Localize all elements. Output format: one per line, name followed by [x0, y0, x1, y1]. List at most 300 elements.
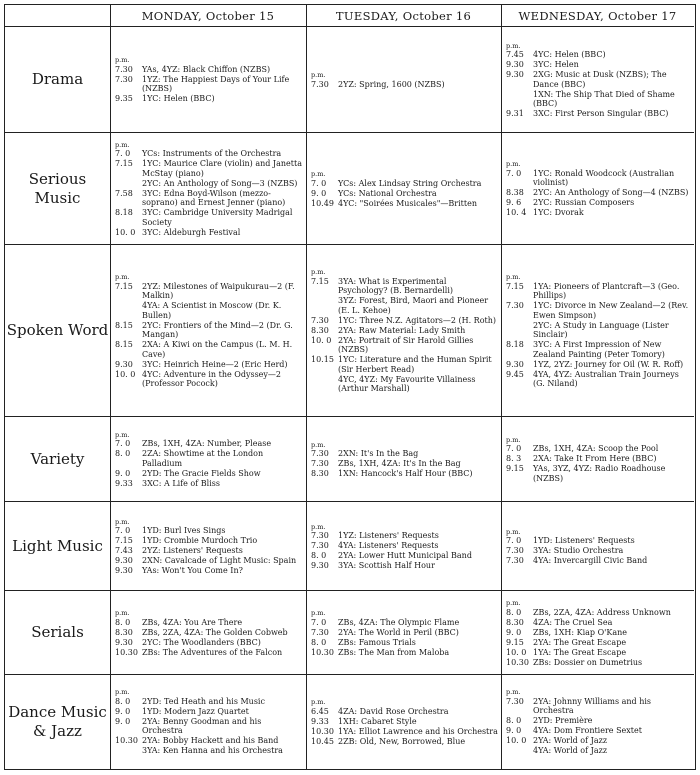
program-text: 2YA: Raw Material: Lady Smith: [338, 325, 466, 335]
program-text: 2YA: Benny Goodman and his Orchestra: [142, 716, 262, 736]
program-text: 1XH: Cabaret Style: [338, 716, 417, 726]
program-text: ZBs, 2ZA, 4ZA: The Golden Cobweb: [142, 627, 288, 637]
program-entry: [506, 618, 691, 628]
program-time: 9.30: [506, 70, 524, 79]
program-entry: [506, 658, 691, 668]
program-text: 2XN: It's In the Bag: [338, 449, 419, 458]
program-time: 7. 0: [311, 617, 327, 627]
program-entry: [115, 75, 303, 94]
pm-label: p.m.: [115, 430, 130, 439]
program-entry: [115, 449, 303, 468]
schedule-cell: [306, 133, 501, 245]
pm-label: p.m.: [311, 440, 326, 449]
program-time: 8. 0: [311, 637, 327, 647]
program-time: 9.15: [506, 464, 524, 474]
program-time: 8. 0: [506, 716, 522, 726]
program-time: 10. 0: [115, 227, 136, 237]
program-text: 2YA: The Great Escape: [533, 637, 627, 647]
pm-label: p.m.: [311, 698, 326, 706]
schedule-cell: [501, 502, 694, 591]
program-entry: [115, 179, 303, 189]
program-time: 9.33: [311, 716, 329, 726]
program-text: 4YC: Adventure in the Odyssey—2 (Professor Pocock): [142, 369, 282, 389]
pm-label: p.m.: [115, 273, 130, 282]
program-entry: [311, 561, 498, 571]
schedule-cell: [306, 27, 501, 133]
program-text: 1YC: Divorce in New Zealand—2 (Rev. Ewen Simpson): [533, 301, 689, 320]
program-entry: [115, 479, 303, 489]
program-text: 1YC: Three N.Z. Agitators—2 (H. Roth): [338, 315, 496, 325]
program-time: 9. 0: [115, 716, 131, 726]
program-entry: [506, 736, 691, 746]
program-entry: [506, 50, 691, 60]
program-time: 7.30: [506, 301, 524, 311]
program-time: 7. 0: [506, 168, 522, 178]
program-time: 7.30: [506, 696, 524, 706]
program-text: 1YC: Ronald Woodcock (Australian violinist): [533, 168, 675, 188]
program-entry: [115, 301, 303, 320]
program-entry: [115, 149, 303, 159]
program-time: 8.30: [115, 627, 133, 637]
program-time: 9.30: [115, 566, 133, 575]
program-text: 1YC: Helen (BBC): [142, 94, 215, 104]
pm-label: p.m.: [506, 688, 521, 697]
program-entry: [506, 360, 691, 370]
program-text: 1YA: Pioneers of Plantcraft—3 (Geo. Phillips): [533, 281, 680, 301]
program-text: 2XA: Take It From Here (BBC): [533, 454, 657, 464]
pm-label: p.m.: [506, 160, 521, 169]
program-time: 10.15: [311, 355, 334, 365]
program-time: 7. 0: [311, 178, 327, 188]
program-text: 1YD: Crombie Murdoch Trio: [142, 536, 258, 545]
program-time: 7.45: [506, 50, 524, 59]
program-text: 1YZ: Listeners' Requests: [338, 531, 439, 540]
program-text: 2YD: The Gracie Fields Show: [142, 468, 261, 478]
program-time: 7.30: [115, 64, 133, 74]
schedule-grid: [4, 4, 696, 770]
program-text: 2YA: Bobby Hackett and his Band: [142, 736, 279, 746]
schedule-cell: [306, 245, 501, 417]
program-entry: [115, 94, 303, 104]
program-text: 3YA: Ken Hanna and his Orchestra: [142, 746, 283, 756]
program-text: 1XN: The Ship That Died of Shame (BBC): [533, 89, 675, 108]
program-text: 3YC: Heinrich Heine—2 (Eric Herd): [142, 359, 288, 369]
program-text: 4ZA: The Cruel Sea: [533, 617, 613, 627]
program-entry: [115, 628, 303, 638]
program-text: 1YA: The Great Escape: [533, 647, 627, 657]
program-text: 2YA: Johnny Williams and his Orchestra: [533, 696, 652, 716]
schedule-cell: [306, 591, 501, 675]
program-time: 9. 0: [115, 706, 131, 716]
program-entry: [506, 697, 691, 716]
program-time: [506, 746, 533, 756]
program-entry: [115, 746, 303, 756]
program-text: 3YA: Studio Orchestra: [533, 546, 624, 555]
program-text: ZBs, 4ZA: You Are There: [142, 617, 243, 627]
program-entry: [115, 736, 303, 746]
program-time: 10.30: [115, 647, 138, 657]
program-text: 2YZ: Listeners' Requests: [142, 546, 243, 555]
schedule-cell: [306, 417, 501, 502]
program-time: 9.31: [506, 109, 524, 118]
program-entry: [506, 208, 691, 218]
program-entry: [506, 370, 691, 389]
program-text: 3YA: What is Experimental Psychology? (B. Bernardelli): [338, 276, 454, 296]
schedule-cell: [306, 675, 501, 768]
program-entry: [506, 90, 691, 109]
program-entry: [311, 628, 498, 638]
header-monday: MONDAY, October 15: [110, 5, 306, 27]
program-text: YCs: National Orchestra: [338, 188, 437, 198]
program-text: 1YA: Elliot Lawrence and his Orchestra: [338, 726, 498, 736]
program-entry: [115, 717, 303, 736]
category-label: Serious Music: [5, 133, 110, 245]
program-time: 7.58: [115, 188, 133, 198]
program-text: 2ZA: Showtime at the London Palladium: [142, 449, 264, 468]
program-time: 7.30: [311, 79, 329, 89]
program-time: 9. 0: [506, 726, 522, 736]
program-entry: [311, 707, 498, 717]
program-text: 2YC: An Anthology of Song—4 (NZBS): [533, 188, 689, 198]
program-entry: [115, 360, 303, 370]
program-text: 2ZB: Old, New, Borrowed, Blue: [338, 736, 466, 746]
program-time: 10. 0: [506, 736, 527, 746]
program-entry: [311, 449, 498, 459]
program-time: 7.15: [506, 281, 524, 291]
program-entry: [311, 469, 498, 479]
category-label: Variety: [5, 417, 110, 502]
program-text: 3XC: A Life of Bliss: [142, 478, 220, 488]
program-time: 8.30: [311, 469, 329, 478]
program-text: 2XG: Music at Dusk (NZBS); The Dance (BBC): [533, 70, 667, 89]
pm-label: p.m.: [506, 527, 521, 536]
program-text: 2YA: Lower Hutt Municipal Band: [338, 551, 472, 560]
program-time: 8. 0: [311, 551, 327, 560]
program-time: 7.15: [311, 276, 329, 286]
program-entry: [311, 199, 498, 209]
program-entry: [506, 546, 691, 556]
program-text: ZBs, 4ZA: The Olympic Flame: [338, 617, 460, 627]
program-entry: [311, 648, 498, 658]
schedule-cell: [501, 417, 694, 502]
program-time: [311, 296, 338, 315]
program-text: 2YD: Ted Heath and his Music: [142, 696, 265, 706]
program-entry: [115, 189, 303, 208]
pm-label: p.m.: [311, 522, 326, 531]
program-entry: [311, 459, 498, 469]
program-entry: [506, 608, 691, 618]
program-entry: [506, 169, 691, 188]
program-time: 7. 0: [506, 444, 522, 454]
program-text: 3YZ: Forest, Bird, Maori and Pioneer (E. L. Kehoe): [338, 296, 489, 315]
program-entry: [506, 70, 691, 89]
schedule-cell: [110, 417, 306, 502]
program-text: 4YC: Helen (BBC): [533, 50, 606, 59]
program-text: 2YZ: Milestones of Waipukurau—2 (F. Malkin): [142, 281, 295, 301]
program-time: 8.15: [115, 340, 133, 350]
program-time: 7.30: [115, 74, 133, 84]
program-text: YCs: Alex Lindsay String Orchestra: [338, 178, 482, 188]
program-time: 9.35: [115, 94, 133, 104]
program-text: YCs: Instruments of the Orchestra: [142, 149, 282, 159]
program-entry: [506, 301, 691, 320]
program-entry: [506, 198, 691, 208]
program-text: 2YA: World of Jazz: [533, 736, 608, 746]
program-text: 4YA: Listeners' Requests: [338, 541, 439, 550]
program-entry: [311, 618, 498, 628]
program-text: 4YA, 4YZ: Australian Train Journeys (G. Niland): [533, 369, 679, 389]
program-entry: [115, 340, 303, 359]
pm-label: p.m.: [311, 71, 326, 79]
program-entry: [311, 336, 498, 355]
program-text: 4YC, 4YZ: My Favourite Villainess (Arthur Marshall): [338, 374, 476, 394]
program-time: 10.49: [311, 198, 334, 208]
program-entry: [311, 326, 498, 336]
program-entry: [311, 355, 498, 374]
program-time: 9.45: [506, 369, 524, 379]
program-entry: [506, 464, 691, 483]
program-text: 2YZ: Spring, 1600 (NZBS): [338, 79, 445, 89]
program-text: 2YA: The World in Peril (BBC): [338, 627, 459, 637]
program-time: 7.30: [311, 531, 329, 540]
program-time: 9. 0: [115, 468, 131, 478]
schedule-cell: [110, 27, 306, 133]
program-time: 7.30: [311, 541, 329, 550]
program-entry: [506, 716, 691, 726]
program-entry: [311, 375, 498, 394]
program-entry: [115, 526, 303, 536]
pm-label: p.m.: [506, 599, 521, 607]
program-time: 8.15: [115, 320, 133, 330]
program-entry: [506, 746, 691, 756]
program-entry: [115, 556, 303, 566]
program-entry: [506, 648, 691, 658]
program-time: 9.30: [311, 561, 329, 570]
program-text: 4YA: World of Jazz: [533, 746, 608, 756]
program-text: 1YZ: The Happiest Days of Your Life (NZBS): [142, 74, 290, 94]
schedule-cell: [306, 502, 501, 591]
program-text: 1YC: Literature and the Human Spirit (Sir Herbert Read): [338, 355, 492, 374]
program-time: 9.33: [115, 478, 133, 488]
program-time: [506, 321, 533, 340]
program-entry: [506, 340, 691, 359]
program-text: ZBs: The Adventures of the Falcon: [142, 647, 283, 657]
schedule-cell: [110, 591, 306, 675]
program-text: 2YC: Frontiers of the Mind—2 (Dr. G. Mangan): [142, 320, 293, 340]
program-time: 7.15: [115, 159, 133, 169]
program-time: 10.30: [311, 647, 334, 657]
program-entry: [506, 628, 691, 638]
program-time: 7. 0: [115, 439, 131, 449]
program-text: 4YA: Invercargill Civic Band: [533, 556, 648, 565]
schedule-cell: [110, 675, 306, 768]
program-time: 8.30: [311, 325, 329, 335]
program-entry: [311, 316, 498, 326]
program-time: 9.30: [506, 359, 524, 369]
program-time: 8.18: [506, 340, 524, 350]
program-time: 9. 0: [506, 627, 522, 637]
program-time: 7.43: [115, 546, 133, 555]
pm-label: p.m.: [311, 268, 326, 277]
program-time: [311, 375, 338, 394]
schedule-cell: [501, 27, 694, 133]
program-entry: [115, 618, 303, 628]
program-time: 8.18: [115, 208, 133, 218]
program-entry: [115, 282, 303, 301]
schedule-cell: [501, 133, 694, 245]
schedule-cell: [110, 245, 306, 417]
program-time: 7. 0: [115, 149, 131, 159]
program-time: 10.45: [311, 736, 334, 746]
program-text: ZBs, 1XH, 4ZA: Scoop the Pool: [533, 444, 659, 454]
program-entry: [115, 159, 303, 178]
program-text: ZBs, 2ZA, 4ZA: Address Unknown: [533, 607, 671, 617]
program-text: ZBs: Dossier on Dumetrius: [533, 657, 643, 667]
schedule-cell: [501, 245, 694, 417]
program-text: 2YD: Première: [533, 716, 593, 726]
program-time: 6.45: [311, 706, 329, 716]
schedule-cell: [501, 591, 694, 675]
pm-label: p.m.: [115, 517, 130, 526]
program-text: 2YC: The Woodlanders (BBC): [142, 637, 261, 647]
program-entry: [115, 536, 303, 546]
schedule-cell: [110, 502, 306, 591]
program-text: 2YC: An Anthology of Song—3 (NZBS): [142, 178, 298, 188]
program-entry: [506, 726, 691, 736]
program-entry: [506, 282, 691, 301]
program-text: 1YD: Listeners' Requests: [533, 536, 635, 545]
program-text: 3YC: Aldeburgh Festival: [142, 227, 241, 237]
program-text: 3XC: First Person Singular (BBC): [533, 109, 669, 118]
program-time: 7.30: [311, 449, 329, 458]
program-entry: [115, 638, 303, 648]
pm-label: p.m.: [115, 140, 130, 149]
schedule-cell: [501, 675, 694, 768]
program-entry: [506, 188, 691, 198]
program-entry: [311, 296, 498, 315]
program-text: ZBs: Famous Trials: [338, 637, 416, 647]
program-time: 8. 3: [506, 454, 522, 464]
program-time: 7.30: [506, 546, 524, 555]
program-time: 10. 0: [506, 647, 527, 657]
program-time: 10.30: [311, 726, 334, 736]
program-text: 1YC: Dvorak: [533, 208, 584, 218]
program-time: 9.30: [506, 60, 524, 69]
program-text: 2XA: A Kiwi on the Campus (L. M. H. Cave): [142, 340, 293, 359]
program-entry: [115, 65, 303, 75]
program-time: 9.30: [115, 637, 133, 647]
program-time: 9.30: [115, 556, 133, 565]
program-time: 10. 0: [311, 335, 332, 345]
program-entry: [311, 179, 498, 189]
program-entry: [115, 707, 303, 717]
program-text: 3YC: Edna Boyd-Wilson (mezzo-soprano) and Ernest Jenner (piano): [142, 188, 286, 208]
program-time: 10.30: [506, 657, 529, 667]
program-entry: [506, 454, 691, 464]
program-text: 1YD: Burl Ives Sings: [142, 526, 226, 535]
program-text: ZBs, 1XH, 4ZA: Number, Please: [142, 439, 272, 449]
program-entry: [311, 727, 498, 737]
program-time: 7.30: [311, 315, 329, 325]
program-text: 2YC: A Study in Language (Lister Sinclair): [533, 320, 669, 340]
program-entry: [506, 536, 691, 546]
program-text: 1XN: Hancock's Half Hour (BBC): [338, 469, 473, 478]
program-time: 7.30: [506, 556, 524, 565]
program-time: 7.15: [115, 536, 133, 545]
program-entry: [115, 208, 303, 227]
program-time: [115, 179, 142, 189]
program-text: 3YC: A First Impression of New Zealand Painting (Peter Tomory): [533, 340, 665, 359]
program-entry: [311, 189, 498, 199]
schedule-cell: [110, 133, 306, 245]
program-text: 1YD: Modern Jazz Quartet: [142, 706, 249, 716]
program-entry: [115, 321, 303, 340]
pm-label: p.m.: [115, 56, 130, 65]
pm-label: p.m.: [506, 435, 521, 444]
program-time: [506, 90, 533, 109]
program-entry: [115, 228, 303, 238]
program-entry: [311, 717, 498, 727]
program-entry: [506, 638, 691, 648]
program-time: 8. 0: [115, 696, 131, 706]
program-time: 7.30: [311, 459, 329, 468]
program-time: 10. 4: [506, 208, 527, 218]
pm-label: p.m.: [311, 609, 326, 617]
program-entry: [506, 444, 691, 454]
program-entry: [506, 60, 691, 70]
category-label: Spoken Word: [5, 245, 110, 417]
program-entry: [115, 469, 303, 479]
program-time: 9.30: [115, 359, 133, 369]
program-entry: [115, 566, 303, 576]
pm-label: p.m.: [115, 609, 130, 617]
program-text: 2XN: Cavalcade of Light Music: Spain: [142, 556, 297, 565]
category-label: Dance Music & Jazz: [8, 702, 107, 740]
program-time: 10.30: [115, 736, 138, 746]
program-entry: [115, 546, 303, 556]
program-time: 8. 0: [115, 449, 131, 459]
program-text: 4YC: "Soirées Musicales"—Britten: [338, 198, 477, 208]
program-time: 7.15: [115, 281, 133, 291]
header-tuesday: TUESDAY, October 16: [306, 5, 501, 27]
program-time: 8. 0: [506, 607, 522, 617]
header-wednesday: WEDNESDAY, October 17: [501, 5, 694, 27]
program-text: 1YZ, 2YZ: Journey for Oil (W. R. Roff): [533, 359, 684, 369]
program-time: 7. 0: [506, 536, 522, 545]
program-text: 4YA: A Scientist in Moscow (Dr. K. Bullen): [142, 301, 282, 320]
program-text: ZBs, 1XH: Kiap O'Kane: [533, 627, 627, 637]
program-entry: [311, 638, 498, 648]
program-text: YAs, 3YZ, 4YZ: Radio Roadhouse (NZBS): [533, 464, 666, 483]
pm-label: p.m.: [506, 41, 521, 50]
program-entry: [115, 697, 303, 707]
category-label: Light Music: [5, 502, 110, 591]
program-entry: [311, 277, 498, 296]
program-text: 2YC: Russian Composers: [533, 198, 635, 208]
program-entry: [311, 531, 498, 541]
program-time: [115, 301, 142, 320]
program-text: 2YA: Portrait of Sir Harold Gillies (NZBS): [338, 335, 474, 355]
category-label: Drama: [5, 27, 110, 133]
pm-label: p.m.: [506, 273, 521, 282]
program-time: 7. 0: [115, 526, 131, 535]
program-text: ZBs: The Man from Maloba: [338, 647, 450, 657]
program-text: YAs: Won't You Come In?: [142, 566, 243, 575]
program-text: 4ZA: David Rose Orchestra: [338, 706, 449, 716]
program-text: ZBs, 1XH, 4ZA: It's In the Bag: [338, 459, 461, 468]
program-entry: [506, 321, 691, 340]
program-text: 3YA: Scottish Half Hour: [338, 561, 435, 570]
